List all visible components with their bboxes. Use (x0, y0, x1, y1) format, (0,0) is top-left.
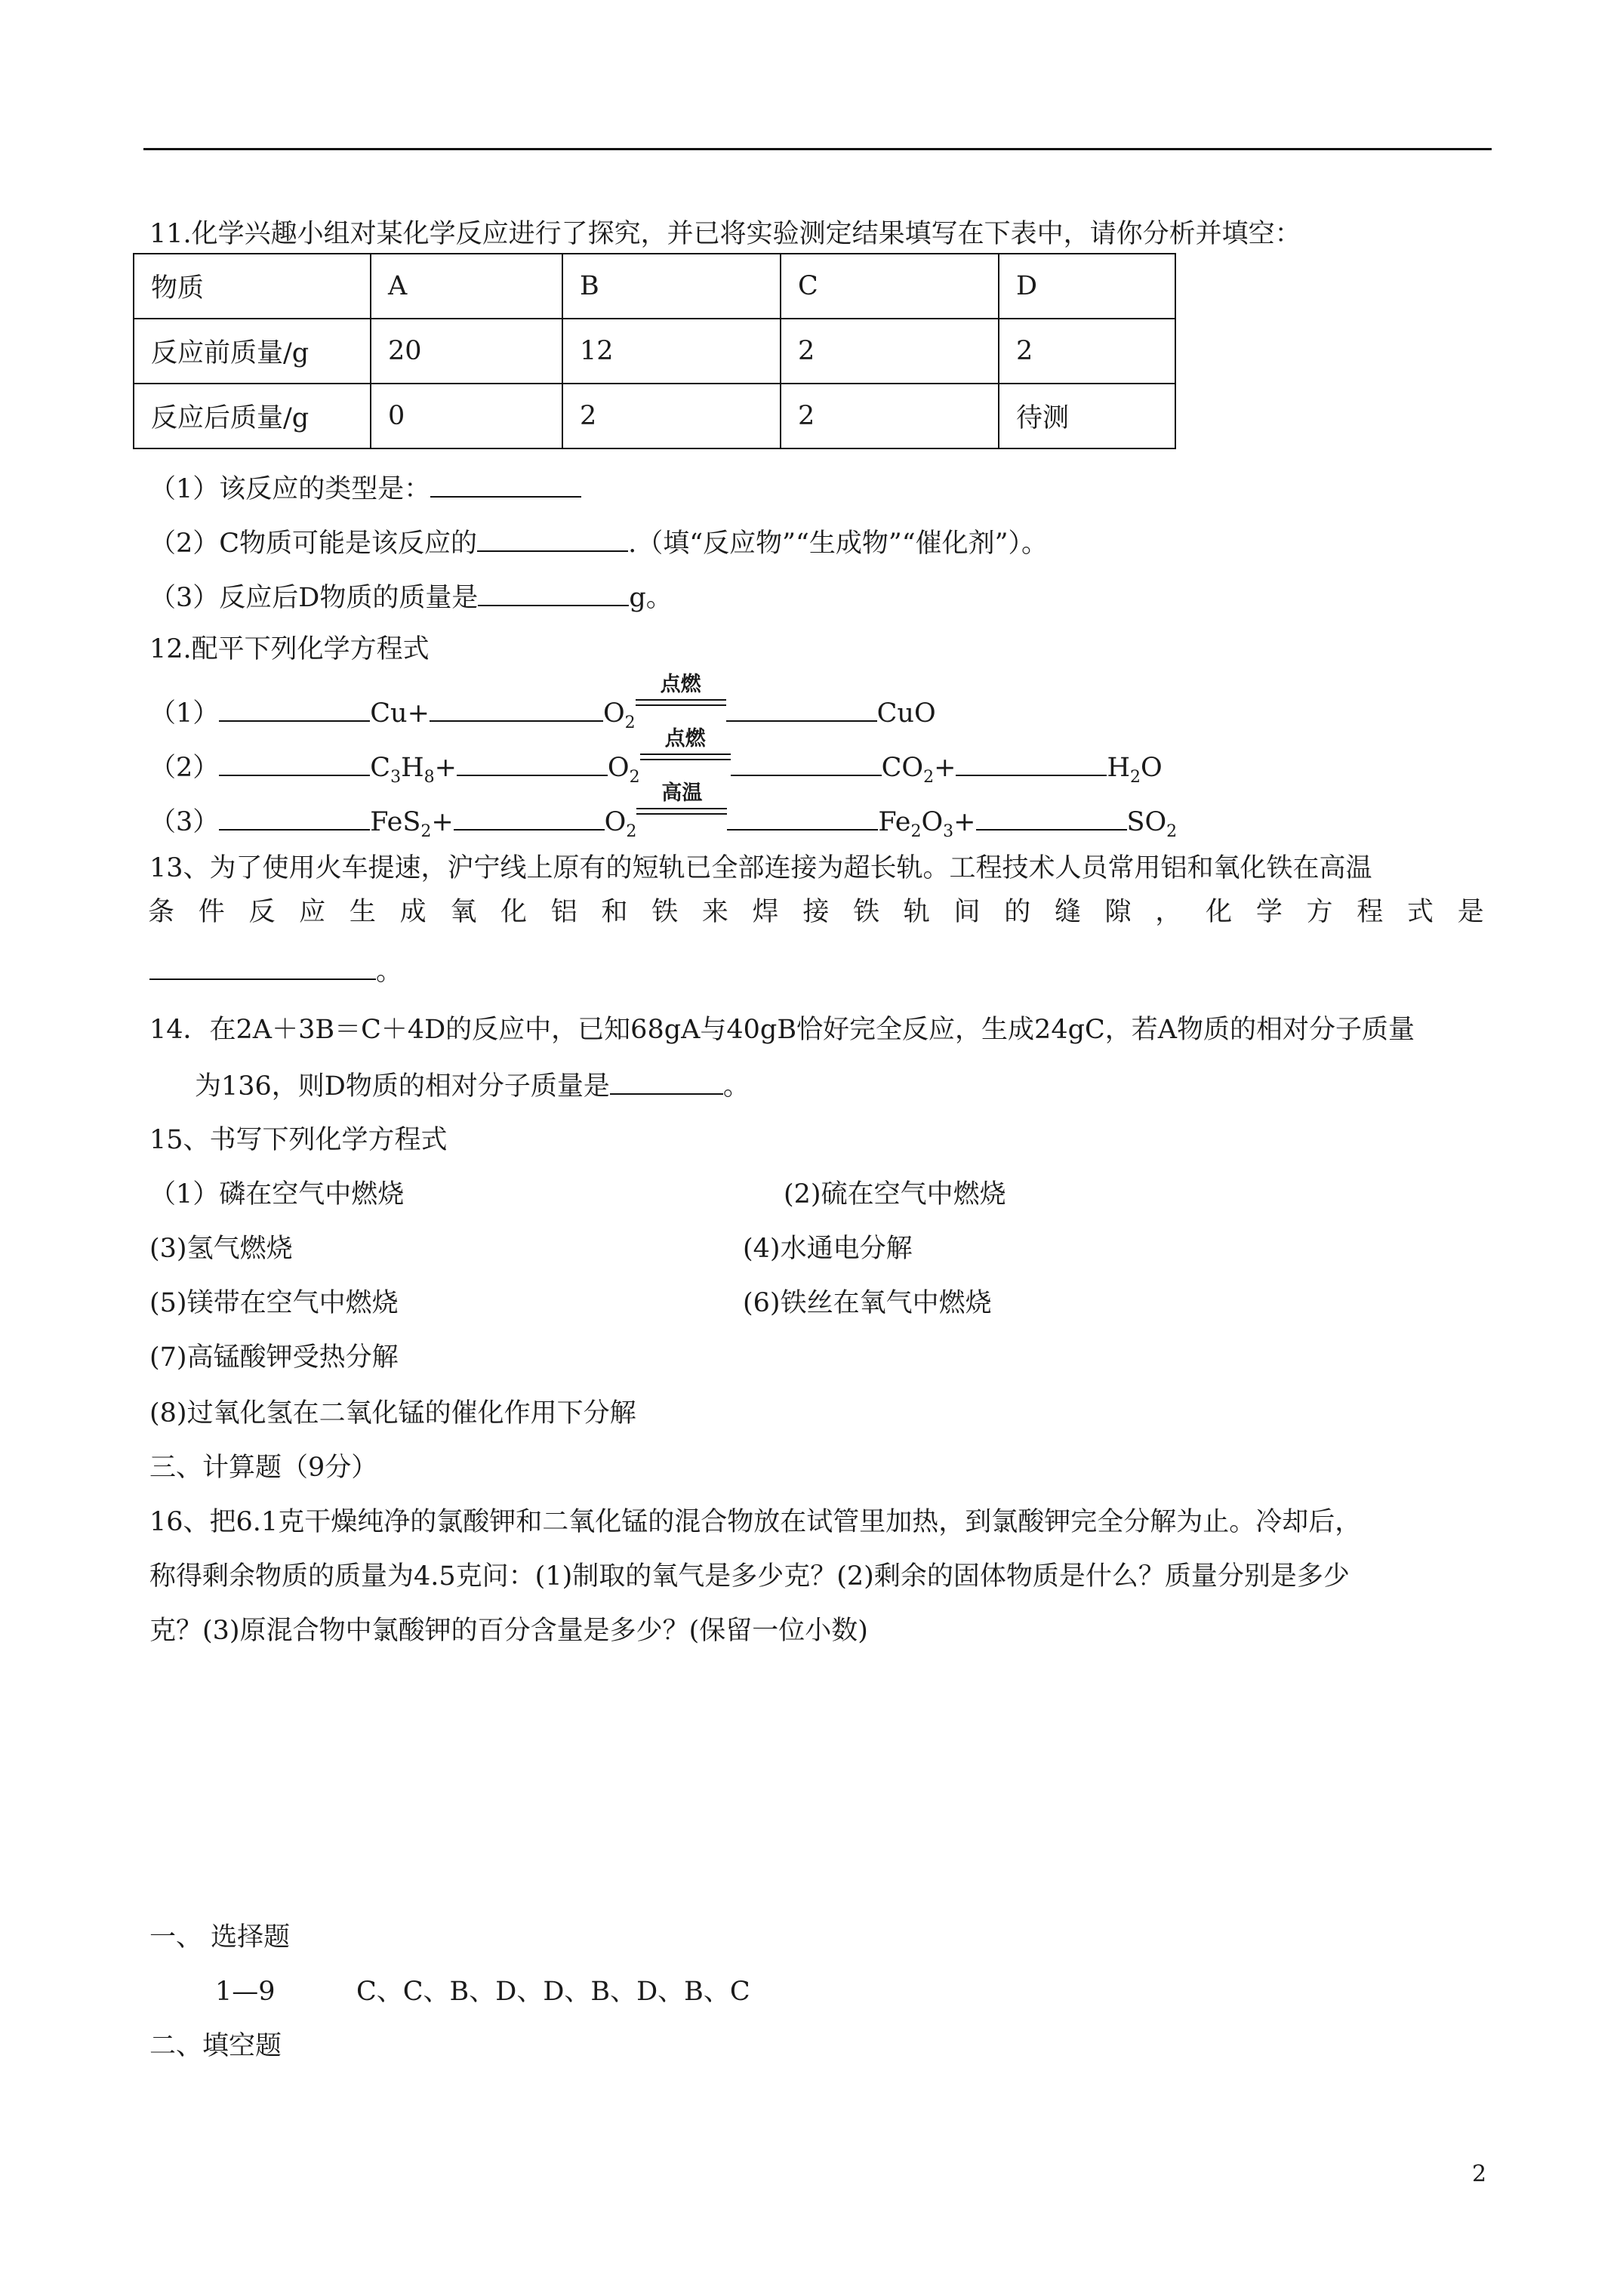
coefficient-blank[interactable] (219, 749, 370, 776)
q11-sub2-text: （2）C物质可能是该反应的 (149, 529, 478, 559)
answer-blank[interactable] (610, 1068, 723, 1095)
q13-char: 间 (953, 897, 981, 927)
q13-line2 (148, 895, 1484, 929)
formula: O (921, 807, 944, 837)
q15-item-7: (7)高锰酸钾受热分解 (149, 1342, 399, 1373)
q13-char: 式 (1406, 897, 1434, 927)
table-cell: 2 (562, 384, 781, 448)
formula: H (401, 753, 424, 783)
q13-char: 接 (802, 897, 830, 927)
q15-item-1: （1）磷在空气中燃烧 (149, 1179, 405, 1210)
subscript: 2 (1166, 822, 1178, 841)
q13-char: 和 (601, 897, 628, 927)
q15-item-5: (5)镁带在空气中燃烧 (149, 1288, 399, 1318)
formula: SO (1126, 807, 1167, 837)
coefficient-blank[interactable] (727, 803, 878, 831)
q13-char: 缝 (1054, 897, 1081, 927)
table-cell: D (999, 254, 1175, 319)
formula: O (1140, 753, 1163, 783)
q15-item-8: (8)过氧化氢在二氧化锰的催化作用下分解 (149, 1398, 636, 1428)
table-cell: 2 (781, 384, 999, 448)
coefficient-blank[interactable] (219, 803, 370, 831)
equation-number: （1） (149, 698, 220, 729)
subscript: 2 (910, 822, 922, 841)
q11-sub3 (149, 579, 673, 615)
q12-equation-3 (149, 781, 1178, 841)
formula: + (434, 753, 457, 783)
q13-char: 条 (148, 897, 175, 927)
q13-char: 铝 (550, 897, 577, 927)
formula: Fe (878, 807, 911, 837)
equation-number: （3） (149, 807, 220, 837)
table-cell: 待测 (999, 384, 1175, 448)
q12-title: 12.配平下列化学方程式 (149, 634, 430, 664)
q11-sub2-options: .（填“反应物”“生成物”“催化剂”）。 (628, 529, 1049, 559)
q15-item-3: (3)氢气燃烧 (149, 1234, 293, 1264)
q13-char: ， (1155, 897, 1182, 927)
q13-char: 隙 (1104, 897, 1132, 927)
reaction-condition (640, 727, 731, 776)
condition-label: 点燃 (664, 727, 706, 750)
q13-char: 反 (248, 897, 276, 927)
q12-equation-2 (149, 727, 1163, 787)
coefficient-blank[interactable] (731, 749, 882, 776)
q13-char: 方 (1306, 897, 1333, 927)
q13-char: 的 (1004, 897, 1031, 927)
q16-line1: 16、把6.1克干燥纯净的氯酸钾和二氧化锰的混合物放在试管里加热，到氯酸钾完全分解为止。冷却后， (149, 1507, 1362, 1537)
equation-number: （2） (149, 753, 220, 783)
table-cell: 2 (781, 319, 999, 384)
formula: O (604, 807, 627, 837)
formula: + (953, 807, 976, 837)
table-cell: C (781, 254, 999, 319)
table-row (134, 319, 1175, 384)
answers-range: 1—9 (215, 1977, 276, 2007)
table-cell: 0 (371, 384, 562, 448)
q13-char: 氧 (450, 897, 477, 927)
subscript: 2 (624, 713, 636, 732)
answer-blank[interactable] (149, 953, 376, 980)
q15-item-4: (4)水通电分解 (743, 1234, 913, 1264)
q11-sub1 (149, 470, 581, 506)
subscript: 2 (629, 768, 640, 787)
table-cell: 12 (562, 319, 781, 384)
table-cell: 物质 (134, 254, 371, 319)
table-cell: 反应后质量/g (134, 384, 371, 448)
page-number: 2 (1472, 2161, 1487, 2187)
formula: CO (881, 753, 924, 783)
q12-equation-1 (149, 673, 936, 732)
coefficient-blank[interactable] (976, 803, 1127, 831)
q14-line1: 14．在2A＋3B＝C＋4D的反应中，已知68gA与40gB恰好完全反应，生成24gC，若A物质的相对分子质量 (149, 1015, 1415, 1045)
q16-line3: 克？(3)原混合物中氯酸钾的百分含量是多少？(保留一位小数) (149, 1616, 868, 1646)
period: 。 (376, 957, 403, 987)
coefficient-blank[interactable] (430, 695, 603, 722)
formula: + (934, 753, 956, 783)
section-3-title: 三、计算题（9分） (149, 1453, 378, 1483)
answer-blank[interactable] (478, 579, 629, 606)
answers-section-1: 一、 选择题 (149, 1922, 291, 1952)
coefficient-blank[interactable] (726, 695, 877, 722)
q11-sub1-text: （1）该反应的类型是： (149, 474, 431, 504)
formula: FeS (370, 807, 421, 837)
table-cell: 2 (999, 319, 1175, 384)
subscript: 2 (626, 822, 637, 841)
q13-char: 焊 (752, 897, 779, 927)
q11-sub2 (149, 525, 1048, 560)
formula: C (370, 753, 391, 783)
q14-line2 (195, 1068, 750, 1103)
q13-char: 轨 (903, 897, 930, 927)
formula: + (431, 807, 454, 837)
formula: O (602, 698, 625, 729)
table-cell: 反应前质量/g (134, 319, 371, 384)
formula: H (1107, 753, 1130, 783)
q13-char: 来 (701, 897, 728, 927)
table-row (134, 254, 1175, 319)
coefficient-blank[interactable] (956, 749, 1107, 776)
table-cell: B (562, 254, 781, 319)
q13-char: 成 (399, 897, 427, 927)
table-cell: 20 (371, 319, 562, 384)
subscript: 2 (1129, 768, 1141, 787)
q11-data-table (133, 253, 1176, 449)
formula: CuO (876, 698, 936, 729)
answer-blank[interactable] (430, 470, 581, 498)
reaction-condition (636, 781, 727, 831)
q11-intro: 11.化学兴趣小组对某化学反应进行了探究，并已将实验测定结果填写在下表中，请你分析并填空： (149, 219, 1301, 249)
q13-char: 化 (1206, 897, 1233, 927)
q11-sub3-unit: g。 (629, 583, 673, 613)
coefficient-blank[interactable] (219, 695, 370, 722)
coefficient-blank[interactable] (454, 803, 605, 831)
formula: O (607, 753, 630, 783)
table-cell: A (371, 254, 562, 319)
q13-char: 铁 (853, 897, 880, 927)
header-rule (143, 148, 1492, 150)
q13-char: 铁 (651, 897, 679, 927)
subscript: 3 (943, 822, 954, 841)
q13-char: 生 (349, 897, 376, 927)
subscript: 8 (423, 768, 435, 787)
answer-blank[interactable] (477, 525, 628, 552)
answers-section-2: 二、填空题 (149, 2031, 282, 2061)
answers-values: C、C、B、D、D、B、D、B、C (356, 1977, 750, 2007)
q14-text: 为136，则D物质的相对分子质量是 (195, 1071, 610, 1102)
q15-item-2: (2)硫在空气中燃烧 (784, 1179, 1006, 1210)
condition-label: 点燃 (660, 673, 701, 696)
formula: Cu+ (370, 698, 430, 729)
q13-line3 (149, 953, 402, 988)
q15-title: 15、书写下列化学方程式 (149, 1125, 448, 1155)
q13-char: 程 (1357, 897, 1384, 927)
table-row (134, 384, 1175, 448)
q13-char: 件 (198, 897, 225, 927)
q15-item-6: (6)铁丝在氧气中燃烧 (743, 1288, 992, 1318)
q13-line1: 13、为了使用火车提速，沪宁线上原有的短轨已全部连接为超长轨。工程技术人员常用铝和氧化铁在高温 (149, 853, 1372, 883)
condition-label: 高温 (661, 781, 703, 805)
q13-char: 学 (1255, 897, 1283, 927)
q13-char: 是 (1457, 897, 1484, 927)
q13-char: 化 (500, 897, 528, 927)
q16-line2: 称得剩余物质的质量为4.5克问：(1)制取的氧气是多少克？(2)剩余的固体物质是什么？质量分别是多少 (149, 1561, 1350, 1592)
subscript: 3 (390, 768, 402, 787)
subscript: 2 (420, 822, 432, 841)
reaction-condition (636, 673, 726, 722)
subscript: 2 (923, 768, 935, 787)
coefficient-blank[interactable] (457, 749, 608, 776)
q11-sub3-text: （3）反应后D物质的质量是 (149, 583, 479, 613)
q13-char: 应 (299, 897, 326, 927)
period: 。 (722, 1071, 750, 1102)
